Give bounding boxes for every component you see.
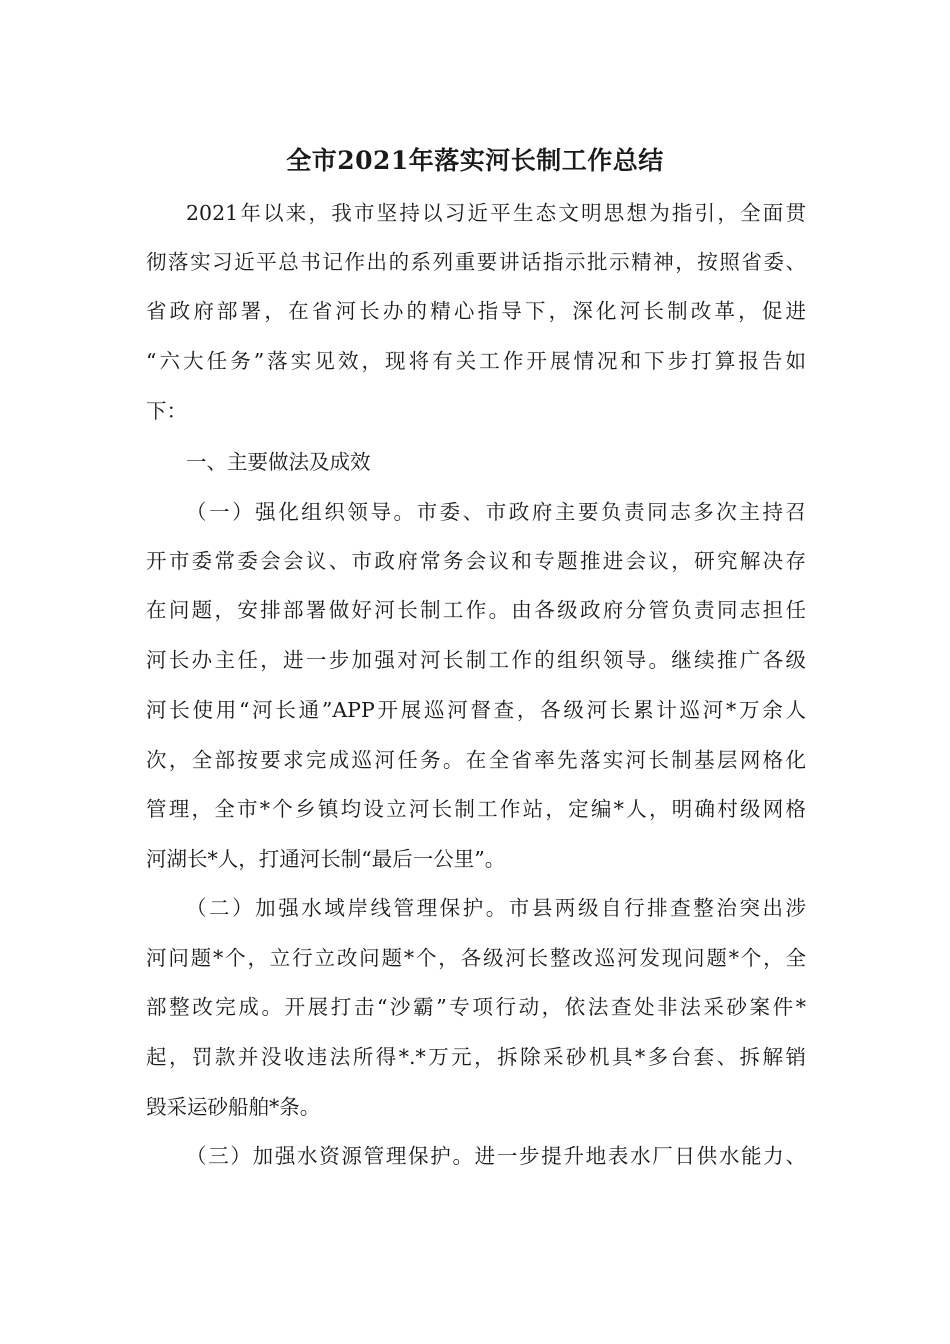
paragraph-line: 下： [146, 399, 187, 423]
paragraph-line: 河长办主任，进一步加强对河长制工作的组织领导。继续推广各级 [146, 648, 806, 672]
paragraph-line: 河长使用“河长通”APP开展巡河督查，各级河长累计巡河*万余人 [146, 698, 806, 722]
paragraph-line: （二）加强水域岸线管理保护。市县两级自行排查整治突出涉 [186, 896, 806, 920]
paragraph-line: 彻落实习近平总书记作出的系列重要讲话指示批示精神，按照省委、 [146, 250, 806, 274]
paragraph-line: （一）强化组织领导。市委、市政府主要负责同志多次主持召 [186, 500, 806, 524]
paragraph-line: 管理，全市*个乡镇均设立河长制工作站，定编*人，明确村级网格 [146, 797, 806, 821]
paragraph-line: 2021年以来，我市坚持以习近平生态文明思想为指引，全面贯 [186, 201, 806, 225]
paragraph-line: 在问题，安排部署做好河长制工作。由各级政府分管负责同志担任 [146, 598, 806, 622]
paragraph-line: 省政府部署，在省河长办的精心指导下，深化河长制改革，促进 [146, 299, 806, 323]
paragraph-line: 部整改完成。开展打击“沙霸”专项行动，依法查处非法采砂案件* [146, 995, 806, 1019]
section-heading: 一、主要做法及成效 [186, 450, 371, 474]
paragraph-line: 河湖长*人，打通河长制“最后一公里”。 [146, 847, 506, 871]
paragraph-line: 河问题*个，立行立改问题*个，各级河长整改巡河发现问题*个，全 [146, 946, 806, 970]
paragraph-line: 毁采运砂船舶*条。 [146, 1095, 321, 1119]
paragraph-line: “六大任务”落实见效，现将有关工作开展情况和下步打算报告如 [146, 349, 806, 373]
paragraph-line: （三）加强水资源管理保护。进一步提升地表水厂日供水能力、 [186, 1144, 806, 1168]
paragraph-line: 开市委常委会会议、市政府常务会议和专题推进会议，研究解决存 [146, 549, 806, 573]
paragraph-line: 起，罚款并没收违法所得*.*万元，拆除采砂机具*多台套、拆解销 [146, 1045, 806, 1069]
document-title: 全市2021年落实河长制工作总结 [286, 146, 664, 175]
paragraph-line: 次，全部按要求完成巡河任务。在全省率先落实河长制基层网格化 [146, 748, 806, 772]
